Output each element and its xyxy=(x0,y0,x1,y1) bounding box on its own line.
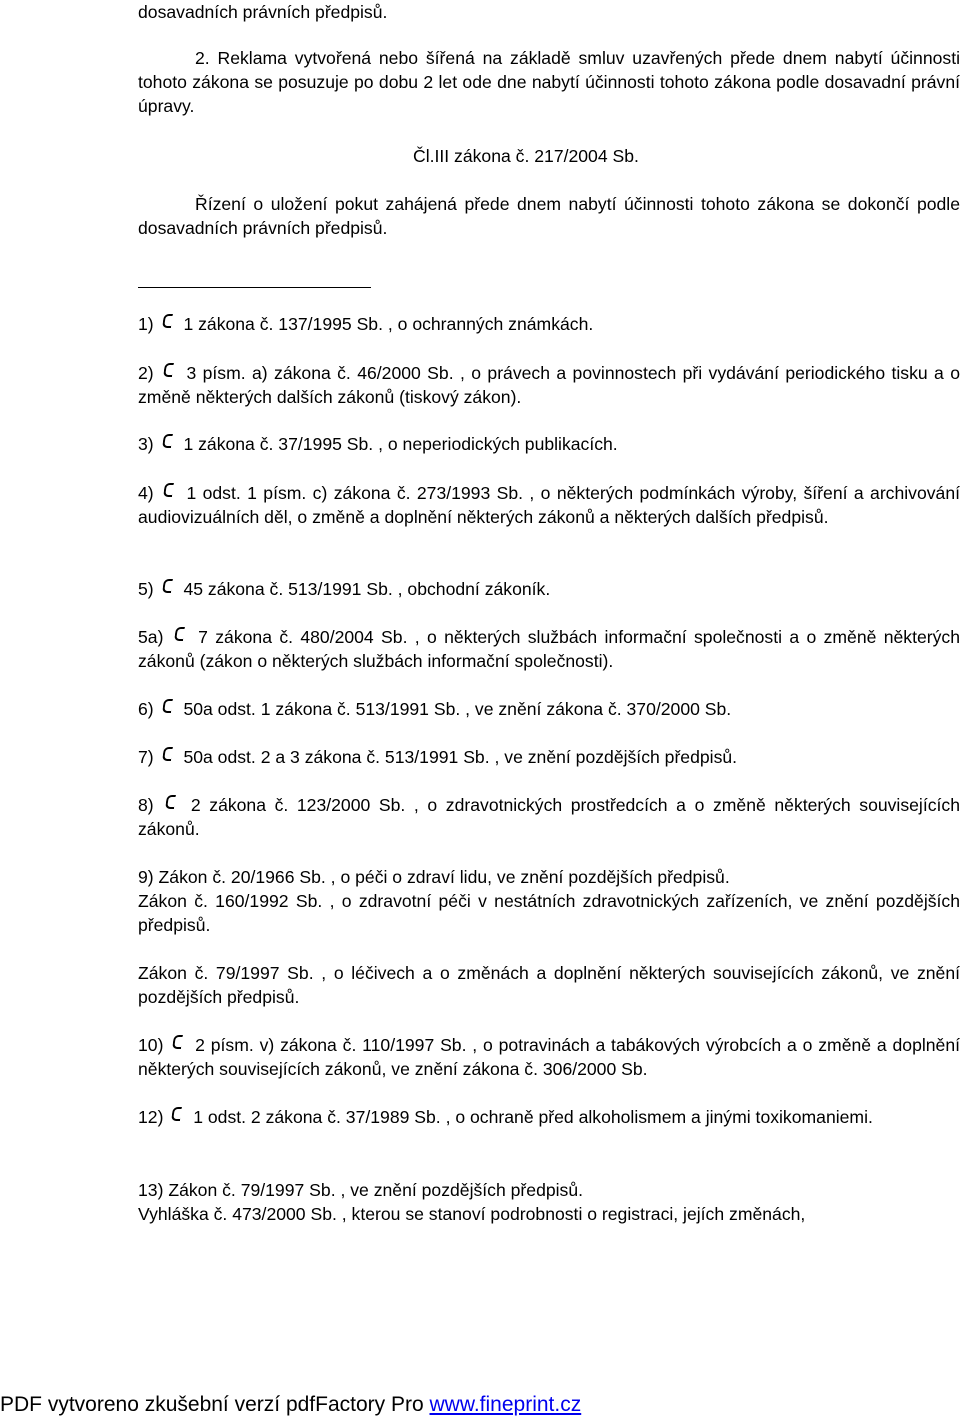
section-sign-icon xyxy=(164,483,174,497)
footnote-text: Zákon č. 160/1992 Sb. , o zdravotní péči v nestátních zdravotnických zařízeních, ve znění pozdějších předpisů. xyxy=(138,891,960,935)
footnote-marker: 10) xyxy=(138,1035,164,1055)
article-heading: Čl.III zákona č. 217/2004 Sb. xyxy=(413,146,639,166)
footnote-marker: 8) xyxy=(138,795,154,815)
footnote-10 xyxy=(138,1033,960,1081)
footer-link[interactable]: www.fineprint.cz xyxy=(429,1393,582,1416)
paragraph-continuation: dosavadních právních předpisů. xyxy=(138,2,388,22)
footnote-text: Zákon č. 79/1997 Sb. , o léčivech a o změnách a doplnění některých souvisejících zákonů, ve znění pozdějších předpisů. xyxy=(138,963,960,1007)
section-sign-icon xyxy=(166,795,176,809)
footnote-8 xyxy=(138,793,960,841)
footnote-marker: 4) xyxy=(138,483,154,503)
footer-text: PDF vytvoreno zkušební verzí pdfFactory Pro xyxy=(0,1393,430,1416)
section-sign-icon xyxy=(163,579,173,593)
footnote-text: 1 odst. 1 písm. c) zákona č. 273/1993 Sb. , o některých podmínkách výroby, šíření a archivování audiovizuálních děl, o změně a doplnění některých zákonů a některých dalších předpisů. xyxy=(138,483,960,527)
footnote-12 xyxy=(138,1105,960,1129)
footnote-text: 1 zákona č. 37/1995 Sb. , o neperiodických publikacích. xyxy=(183,434,618,454)
footnote-marker: 9) xyxy=(138,867,154,887)
section-sign-icon xyxy=(175,627,185,641)
footnote-6 xyxy=(138,697,960,721)
footnote-text: 50a odst. 2 a 3 zákona č. 513/1991 Sb. , ve znění pozdějších předpisů. xyxy=(183,747,738,767)
footnote-marker: 3) xyxy=(138,434,154,454)
footnote-marker: 12) xyxy=(138,1107,164,1127)
footnote-1 xyxy=(138,312,960,336)
footnote-9-cont-2 xyxy=(138,961,960,1009)
footnote-marker: 5) xyxy=(138,579,154,599)
footnote-marker: 5a) xyxy=(138,627,164,647)
footnote-text: 2 písm. v) zákona č. 110/1997 Sb. , o potravinách a tabákových výrobcích a o změně a doplnění některých souvisejících zákonů, ve znění zákona č. 306/2000 Sb. xyxy=(138,1035,960,1079)
footnote-2 xyxy=(138,361,960,409)
footnote-5 xyxy=(138,577,960,601)
footnote-9 xyxy=(138,865,960,889)
footnote-9-cont-1 xyxy=(138,889,960,937)
section-sign-icon xyxy=(163,434,173,448)
section-sign-icon xyxy=(163,314,173,328)
pdf-watermark-footer xyxy=(0,1392,960,1418)
section-sign-icon xyxy=(163,747,173,761)
footnote-4 xyxy=(138,481,960,529)
footnote-text: 45 zákona č. 513/1991 Sb. , obchodní zákoník. xyxy=(183,579,551,599)
footnote-text: Zákon č. 79/1997 Sb. , ve znění pozdějších předpisů. xyxy=(168,1180,584,1200)
footnote-marker: 2) xyxy=(138,363,154,383)
section-sign-icon xyxy=(164,363,174,377)
footnote-text: 3 písm. a) zákona č. 46/2000 Sb. , o právech a povinnostech při vydávání periodického tisku a o změně některých dalších zákonů (tiskový zákon). xyxy=(138,363,960,407)
paragraph-reklama: 2. Reklama vytvořená nebo šířená na základě smluv uzavřených přede dnem nabytí účinnosti tohoto zákona se posuzuje po dobu 2 let ode dne nabytí účinnosti tohoto zákona podle dosavadní právní úpravy. xyxy=(138,48,960,116)
section-sign-icon xyxy=(172,1107,182,1121)
footnote-text: 1 odst. 2 zákona č. 37/1989 Sb. , o ochraně před alkoholismem a jinými toxikomaniemi. xyxy=(193,1107,873,1127)
footnote-separator xyxy=(138,287,371,288)
footnote-13 xyxy=(138,1178,960,1202)
section-sign-icon xyxy=(163,699,173,713)
footnote-marker: 1) xyxy=(138,314,154,334)
footnote-5a xyxy=(138,625,960,673)
footnote-text: Vyhláška č. 473/2000 Sb. , kterou se stanoví podrobnosti o registraci, jejích změnách, xyxy=(138,1204,806,1224)
footnote-text: 1 zákona č. 137/1995 Sb. , o ochranných známkách. xyxy=(183,314,594,334)
footnote-text: 50a odst. 1 zákona č. 513/1991 Sb. , ve znění zákona č. 370/2000 Sb. xyxy=(183,699,732,719)
footnote-7 xyxy=(138,745,960,769)
footnote-marker: 6) xyxy=(138,699,154,719)
footnote-text: 7 zákona č. 480/2004 Sb. , o některých službách informační společnosti a o změně některých zákonů (zákon o některých službách informační společnosti). xyxy=(138,627,960,671)
footnote-marker: 7) xyxy=(138,747,154,767)
footnote-3 xyxy=(138,432,960,456)
section-sign-icon xyxy=(173,1035,183,1049)
paragraph-rizeni: Řízení o uložení pokut zahájená přede dnem nabytí účinnosti tohoto zákona se dokončí podle dosavadních právních předpisů. xyxy=(138,194,960,238)
footnote-marker: 13) xyxy=(138,1180,164,1200)
footnote-text: 2 zákona č. 123/2000 Sb. , o zdravotnických prostředcích a o změně některých souvisejících zákonů. xyxy=(138,795,960,839)
footnote-text: Zákon č. 20/1966 Sb. , o péči o zdraví lidu, ve znění pozdějších předpisů. xyxy=(158,867,730,887)
footnote-13-cont xyxy=(138,1202,960,1226)
